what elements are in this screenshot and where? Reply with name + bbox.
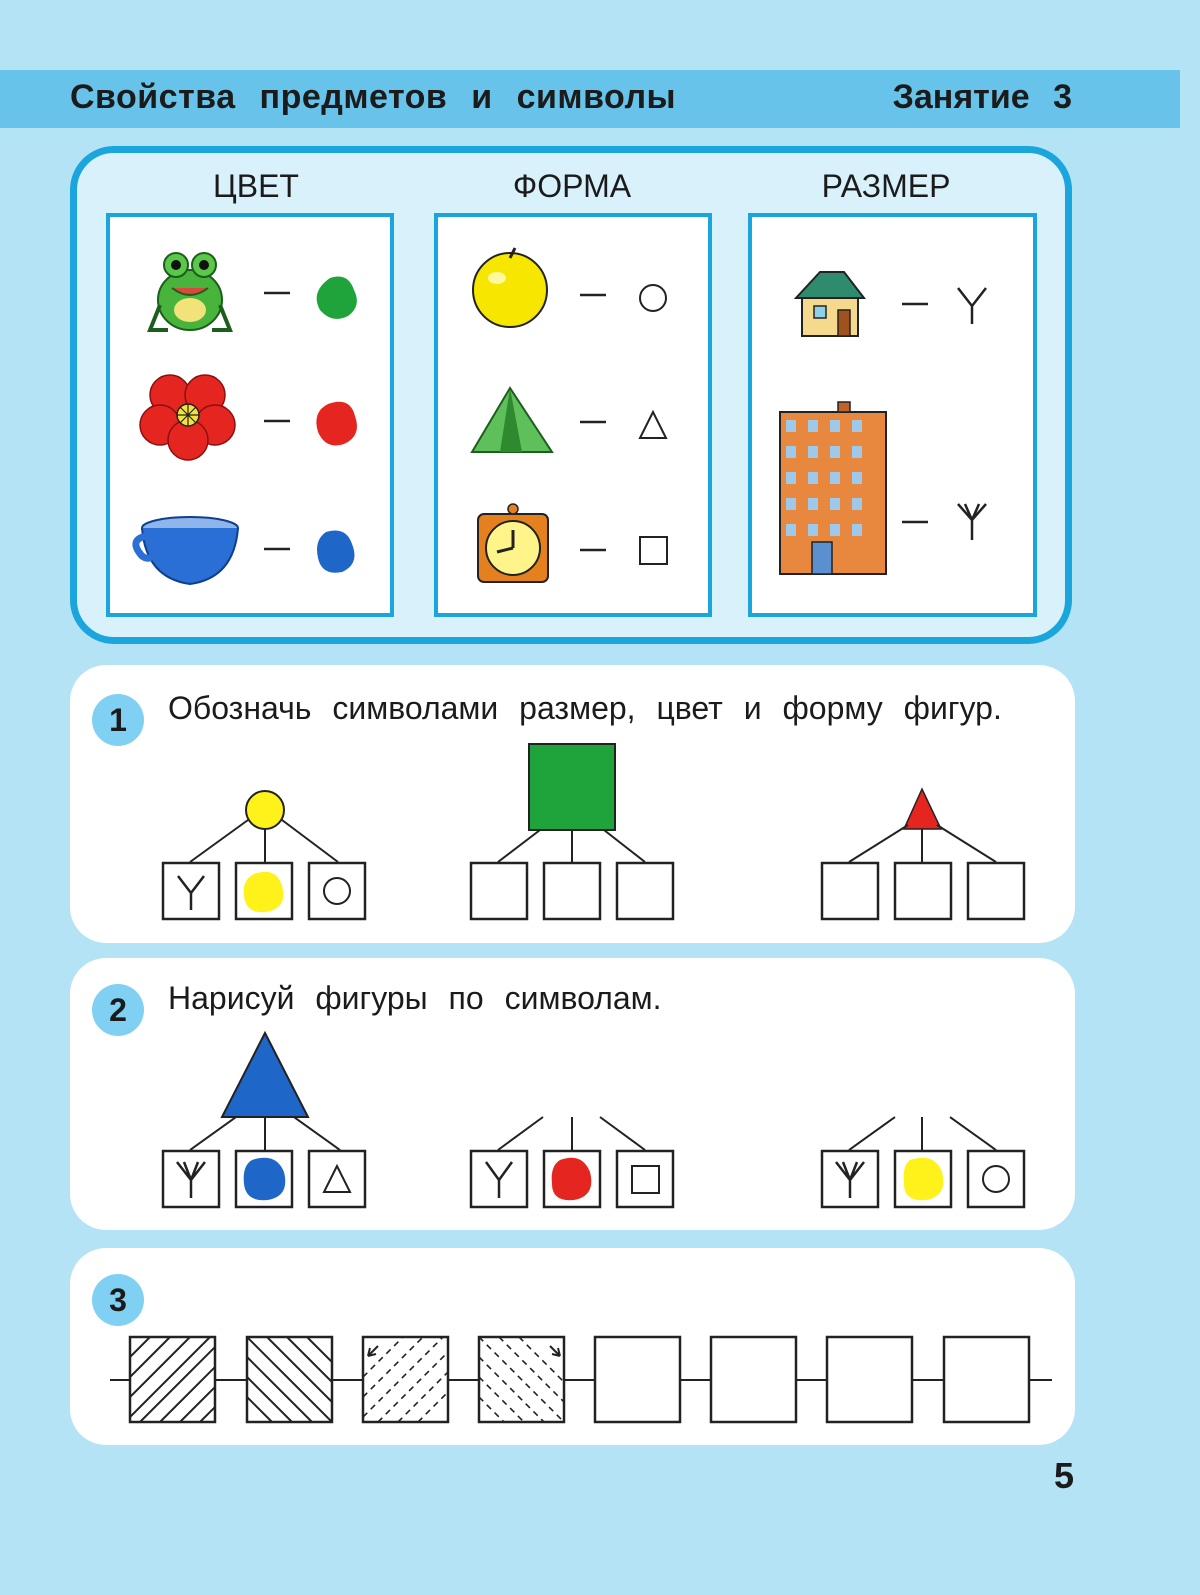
page-number: 5 — [1053, 1455, 1074, 1496]
page-title: Свойства предметов и символы — [70, 78, 677, 116]
color-heading: ЦВЕТ — [213, 168, 299, 204]
empty-square[interactable] — [944, 1337, 1029, 1422]
lesson-label: Занятие 3 — [892, 78, 1072, 116]
pattern-square — [363, 1337, 448, 1422]
shape-heading: ФОРМА — [512, 168, 632, 204]
task-2-number: 2 — [92, 984, 144, 1036]
empty-square[interactable] — [711, 1337, 796, 1422]
empty-square[interactable] — [595, 1337, 680, 1422]
size-heading: РАЗМЕР — [821, 168, 951, 204]
empty-square[interactable] — [827, 1337, 912, 1422]
task-1-text: Обозначь символами размер, цвет и форму фигур. — [168, 690, 1002, 726]
task-3-number: 3 — [92, 1274, 144, 1326]
task-2-text: Нарисуй фигуры по символам. — [168, 980, 662, 1016]
task-1-number: 1 — [92, 694, 144, 746]
